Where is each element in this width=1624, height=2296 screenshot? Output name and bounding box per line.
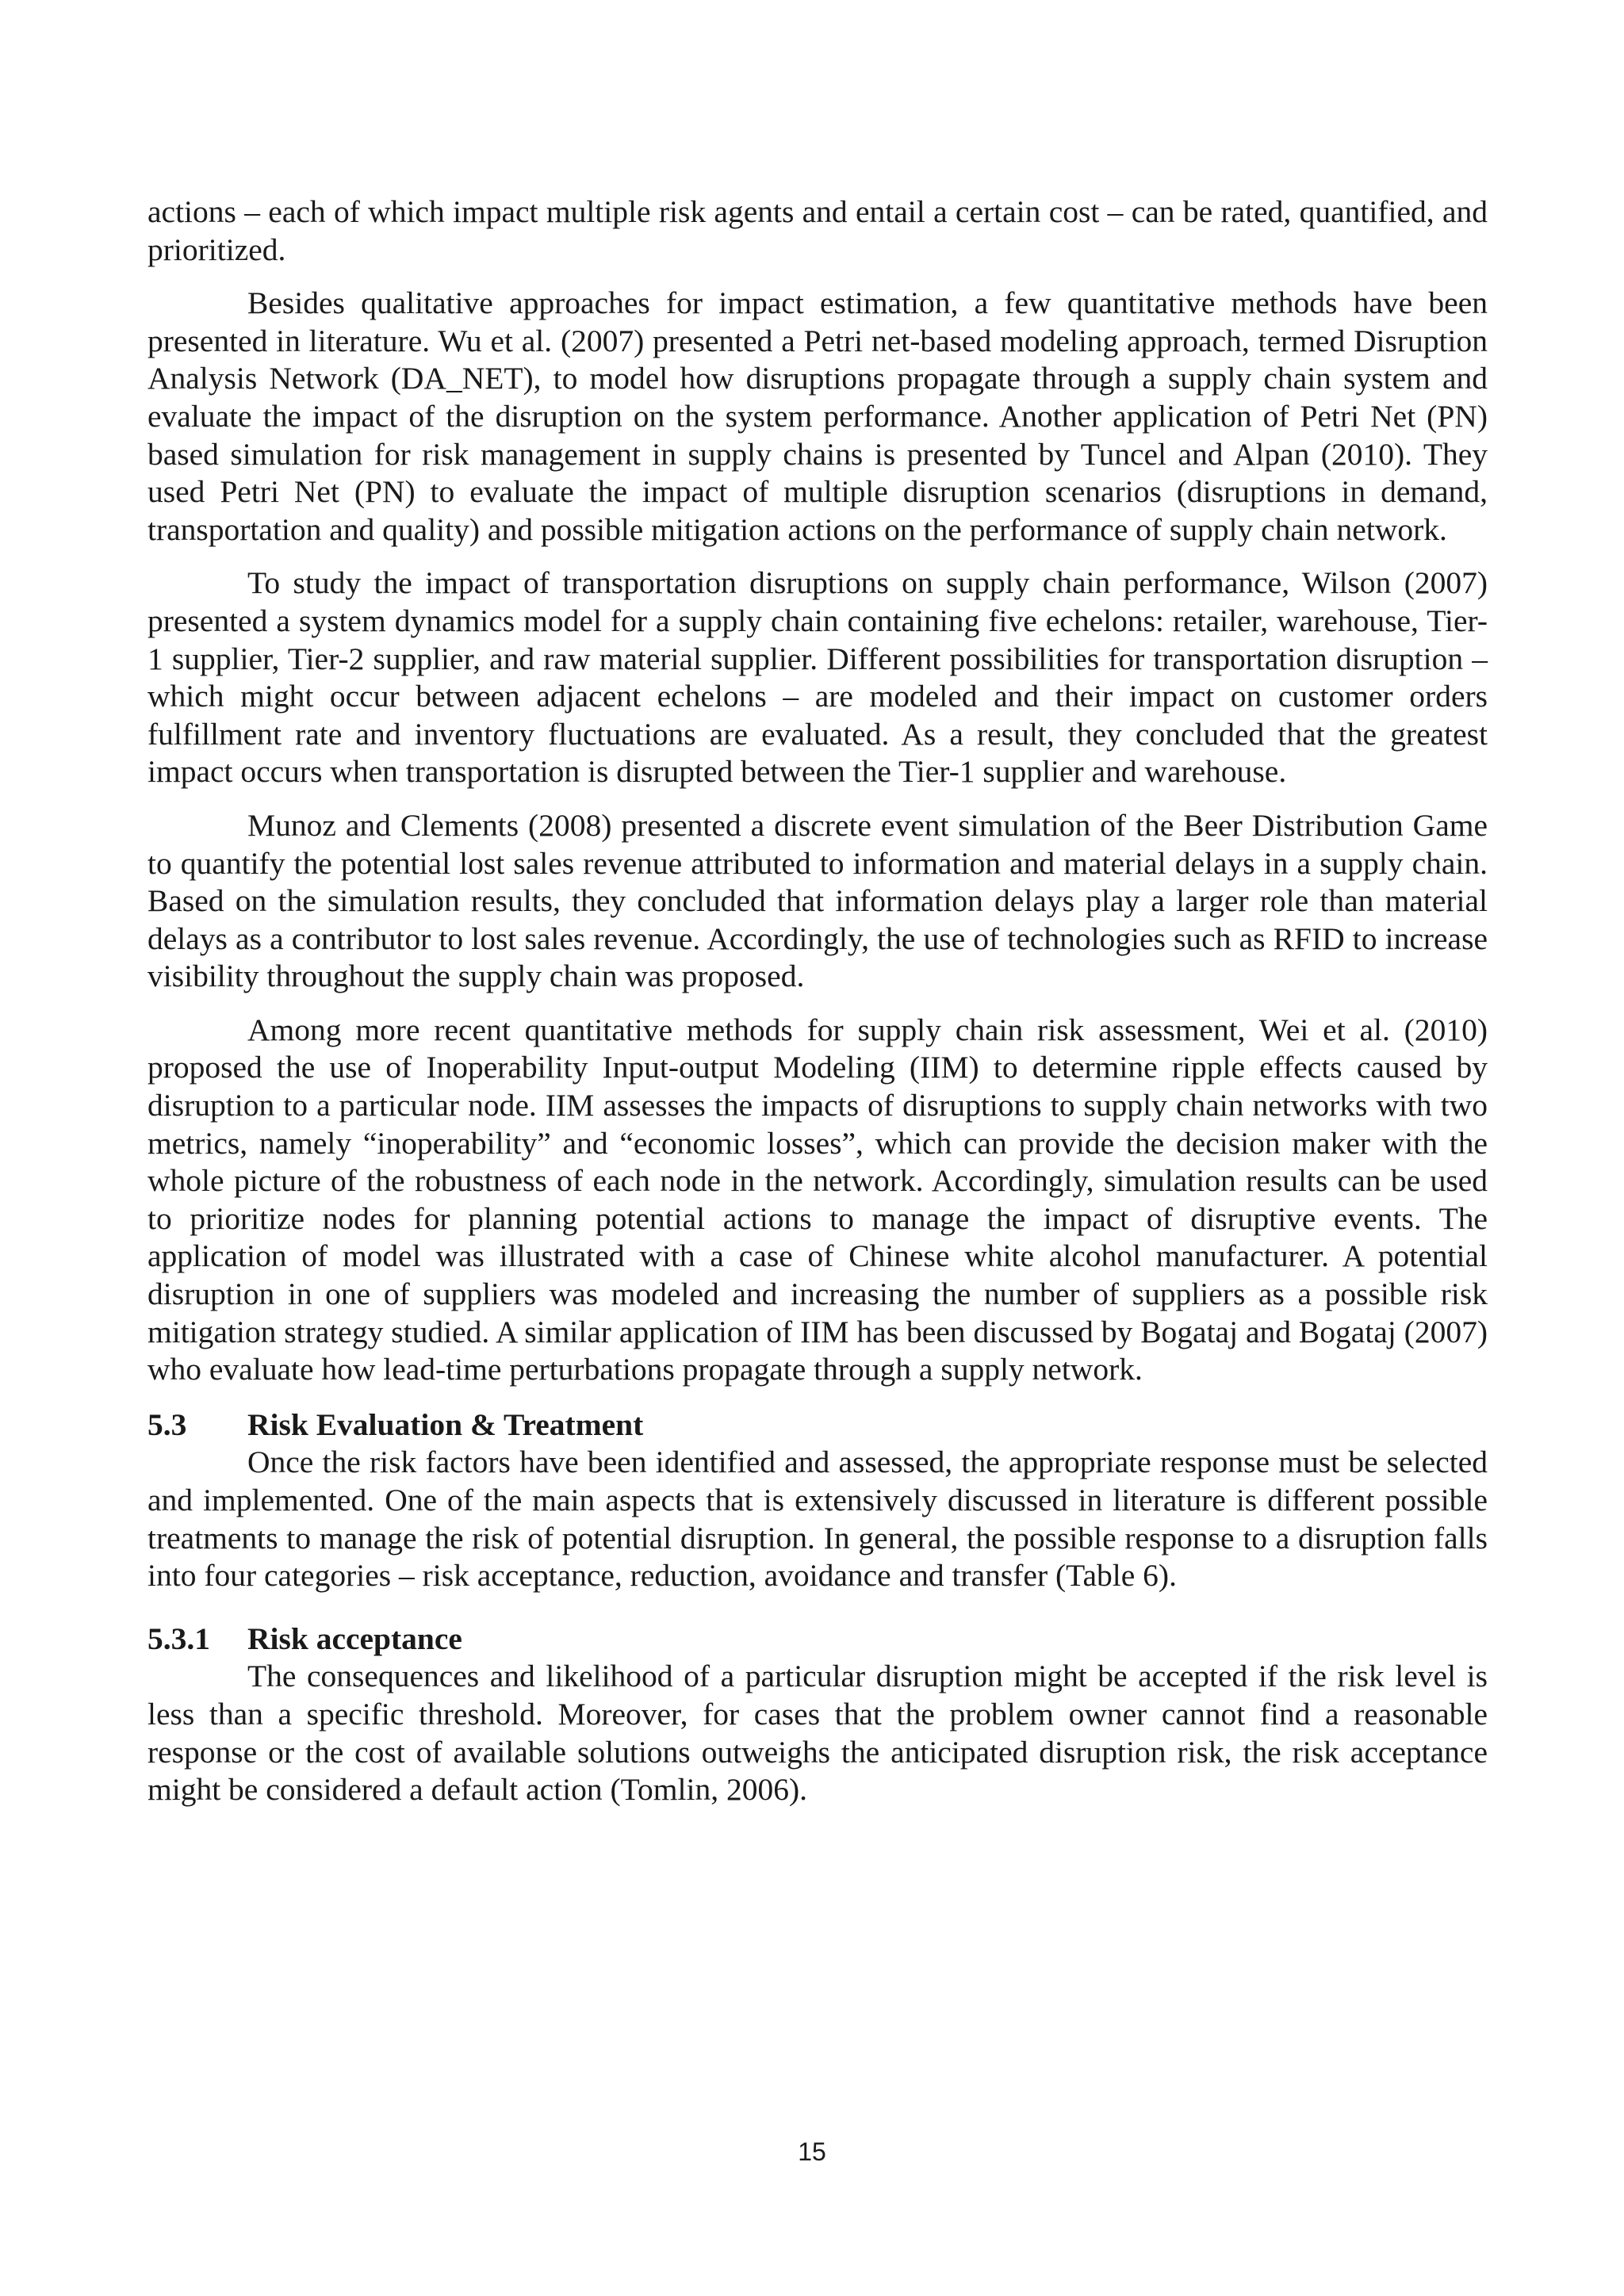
section-heading-5-3-1 bbox=[147, 1621, 1488, 1659]
subsection-title: Risk acceptance bbox=[247, 1621, 462, 1656]
paragraph-iim: Among more recent quantitative methods for supply chain risk assessment, Wei et al. (2010) proposed the use of Inoperability Input-output Modeling (IIM) to determine ripple effects caused by disruption to a particular node. IIM assesses the impacts of disruptions to supply chain networks with two metrics, namely “inoperability” and “economic losses”, which can provide the decision maker with the whole picture of the robustness of each node in the network. Accordingly, simulation results can be used to prioritize nodes for planning potential actions to manage the impact of disruptive events. The application of model was illustrated with a case of Chinese white alcohol manufacturer. A potential disruption in one of suppliers was modeled and increasing the number of suppliers as a possible risk mitigation strategy studied. A similar application of IIM has been discussed by Bogataj and Bogataj (2007) who evaluate how lead-time perturbations propagate through a supply network. bbox=[147, 1012, 1488, 1387]
paragraph-risk-evaluation: Once the risk factors have been identified and assessed, the appropriate response must be selected and implemented. One of the main aspects that is extensively discussed in literature is different possible treatments to manage the risk of potential disruption. In general, the possible response to a disruption falls into four categories – risk acceptance, reduction, avoidance and transfer (Table 6). bbox=[147, 1445, 1488, 1594]
page-number: 15 bbox=[798, 2137, 826, 2166]
subsection-number: 5.3.1 bbox=[147, 1621, 210, 1656]
paragraph-petri-net: Besides qualitative approaches for impact estimation, a few quantitative methods have been presented in literature. Wu et al. (2007) presented a Petri net-based modeling approach, termed Disruption Analysis Network (DA_NET), to model how disruptions propagate through a supply chain system and evaluate the impact of the disruption on the system performance. Another application of Petri Net (PN) based simulation for risk management in supply chains is presented by Tuncel and Alpan (2010). They used Petri Net (PN) to evaluate the impact of multiple disruption scenarios (disruptions in demand, transportation and quality) and possible mitigation actions on the performance of supply chain network. bbox=[147, 285, 1488, 547]
paragraph-continuation: actions – each of which impact multiple risk agents and entail a certain cost – can be rated, quantified, and prioritized. bbox=[147, 194, 1488, 267]
paragraph-beer-game: Munoz and Clements (2008) presented a discrete event simulation of the Beer Distribution Game to quantify the potential lost sales revenue attributed to information and material delays in a supply chain. Based on the simulation results, they concluded that information delays play a larger role than material delays as a contributor to lost sales revenue. Accordingly, the use of technologies such as RFID to increase visibility throughout the supply chain was proposed. bbox=[147, 807, 1488, 994]
page-body bbox=[147, 193, 1488, 1809]
section-heading-5-3 bbox=[147, 1406, 1488, 1445]
section-title: Risk Evaluation & Treatment bbox=[247, 1406, 644, 1442]
section-number: 5.3 bbox=[147, 1406, 187, 1442]
paragraph-risk-acceptance: The consequences and likelihood of a particular disruption might be accepted if the risk level is less than a specific threshold. Moreover, for cases that the problem owner cannot find a reasonable response or the cost of available solutions outweighs the anticipated disruption risk, the risk acceptance might be considered a default action (Tomlin, 2006). bbox=[147, 1659, 1488, 1808]
paragraph-transportation-disruptions: To study the impact of transportation disruptions on supply chain performance, Wilson (2007) presented a system dynamics model for a supply chain containing five echelons: retailer, warehouse, Tier-1 supplier, Tier-2 supplier, and raw material supplier. Different possibilities for transportation disruption – which might occur between adjacent echelons – are modeled and their impact on customer orders fulfillment rate and inventory fluctuations are evaluated. As a result, they concluded that the greatest impact occurs when transportation is disrupted between the Tier-1 supplier and warehouse. bbox=[147, 565, 1488, 790]
